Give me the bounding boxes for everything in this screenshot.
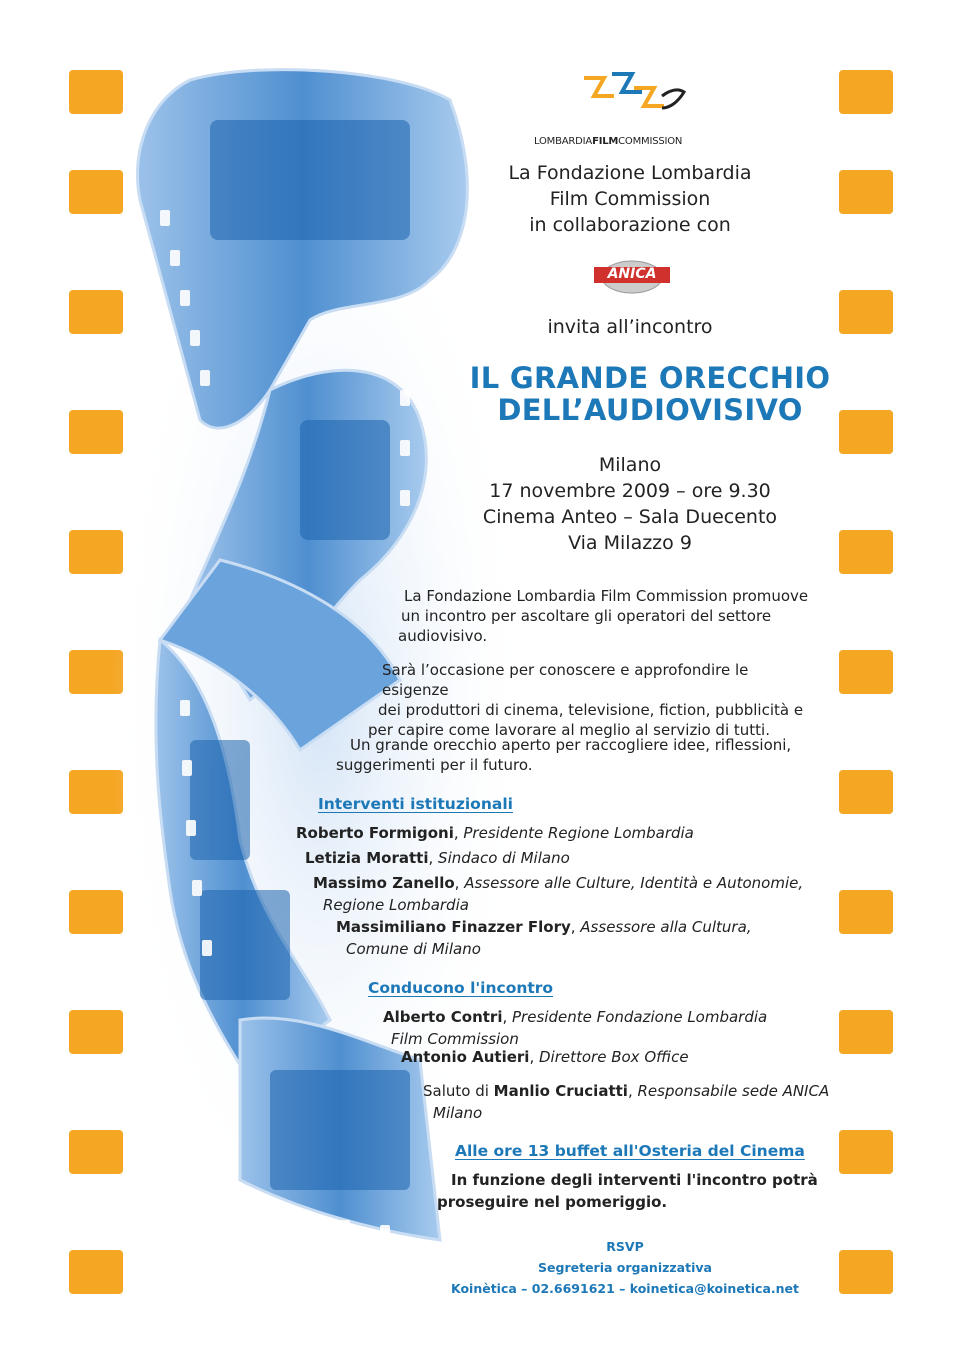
title-line-1: IL GRANDE ORECCHIO <box>469 361 831 395</box>
speaker-role: Presidente Fondazione Lombardia <box>512 1008 768 1026</box>
paragraph-2 <box>368 660 818 740</box>
paragraph-1 <box>398 586 818 646</box>
sprocket-hole <box>839 1250 893 1294</box>
speaker-entry: Antonio Autieri, Direttore Box Office <box>401 1048 689 1066</box>
paragraph-line: un incontro per ascoltare gli operatori del settore <box>401 607 772 625</box>
speaker-name: Massimo Zanello <box>313 874 455 892</box>
intro-line-3: in collaborazione con <box>529 214 731 236</box>
speaker-role: Direttore Box Office <box>538 1048 689 1066</box>
speaker-entry: Roberto Formigoni, Presidente Regione Lombardia <box>296 824 694 842</box>
event-datetime: 17 novembre 2009 – ore 9.30 <box>489 480 771 502</box>
speaker-entry: Alberto Contri, Presidente Fondazione Lombardia Film Commission <box>383 1008 768 1048</box>
speaker-name: Alberto Contri <box>383 1008 503 1026</box>
buffet-note <box>437 1169 818 1213</box>
anica-logo <box>592 255 672 295</box>
paragraph-line: per capire come lavorare al meglio al servizio di tutti. <box>368 721 770 739</box>
sprocket-hole <box>839 290 893 334</box>
paragraph-line: dei produttori di cinema, televisione, fiction, pubblicità e <box>378 701 804 719</box>
main-title <box>400 362 900 426</box>
rsvp-contact: Koinètica – 02.6691621 – koinetica@koinetica.net <box>450 1281 800 1296</box>
lfc-logo-icon <box>574 68 694 120</box>
speaker-role-cont: Film Commission <box>391 1030 519 1048</box>
speaker-role-cont: Milano <box>433 1104 483 1122</box>
sprocket-hole <box>839 1130 893 1174</box>
rsvp-org: Segreteria organizzativa <box>538 1260 712 1275</box>
sprocket-hole <box>839 1010 893 1054</box>
speaker-name: Antonio Autieri <box>401 1048 530 1066</box>
speaker-name: Massimiliano Finazzer Flory <box>336 918 571 936</box>
anica-logo-text: ANICA <box>607 266 657 282</box>
paragraph-line: La Fondazione Lombardia Film Commission promuove <box>404 587 809 605</box>
speaker-name: Manlio Cruciatti <box>493 1082 628 1100</box>
lfc-text-suffix: COMMISSION <box>618 136 683 147</box>
speaker-name: Letizia Moratti <box>305 849 429 867</box>
sprocket-hole <box>839 770 893 814</box>
intro-block <box>480 160 780 238</box>
saluto-entry: Saluto di Manlio Cruciatti, Responsabile sede ANICA Milano <box>423 1082 830 1122</box>
title-line-2: DELL’AUDIOVISIVO <box>497 393 803 427</box>
speaker-name: Roberto Formigoni <box>296 824 454 842</box>
speaker-role: Presidente Regione Lombardia <box>463 824 694 842</box>
paragraph-line: audiovisivo. <box>398 627 488 645</box>
sprocket-hole <box>839 530 893 574</box>
buffet-line-1: In funzione degli interventi l'incontro potrà <box>451 1171 818 1189</box>
intro-line-1: La Fondazione Lombardia <box>508 162 752 184</box>
paragraph-line: Sarà l’occasione per conoscere e approfondire le esigenze <box>382 661 749 699</box>
speaker-role: Sindaco di Milano <box>438 849 570 867</box>
speaker-role: Assessore alla Cultura, <box>580 918 752 936</box>
buffet-heading: Alle ore 13 buffet all'Osteria del Cinema <box>455 1142 805 1160</box>
buffet-line-2: proseguire nel pomeriggio. <box>437 1193 668 1211</box>
lfc-text-prefix: LOMBARDIA <box>534 136 593 147</box>
sprocket-hole <box>839 650 893 694</box>
invite-text: invita all’incontro <box>547 316 713 338</box>
speaker-role: Responsabile sede ANICA <box>637 1082 830 1100</box>
event-address: Via Milazzo 9 <box>568 532 692 554</box>
speaker-entry: Massimo Zanello, Assessore alle Culture, Identità e Autonomie, Regione Lombardia <box>313 874 804 914</box>
speaker-role-cont: Comune di Milano <box>346 940 481 958</box>
paragraph-line: suggerimenti per il futuro. <box>336 756 533 774</box>
speaker-entry: Letizia Moratti, Sindaco di Milano <box>305 849 570 867</box>
sprocket-hole <box>839 170 893 214</box>
paragraph-line: Un grande orecchio aperto per raccogliere idee, riflessioni, <box>350 736 792 754</box>
speaker-role: Assessore alle Culture, Identità e Autonomie, <box>464 874 804 892</box>
sprocket-hole <box>839 70 893 114</box>
event-city: Milano <box>598 454 662 476</box>
speaker-role-cont: Regione Lombardia <box>323 896 469 914</box>
paragraph-3 <box>336 735 796 775</box>
saluto-prefix: Saluto di <box>423 1082 494 1100</box>
interventi-heading: Interventi istituzionali <box>318 795 513 813</box>
lfc-text-bold: FILM <box>592 136 619 147</box>
rsvp-title: RSVP <box>606 1239 644 1254</box>
rsvp-block <box>420 1236 830 1299</box>
event-venue: Cinema Anteo – Sala Duecento <box>482 506 778 528</box>
speaker-entry: Massimiliano Finazzer Flory, Assessore alla Cultura, Comune di Milano <box>336 918 752 958</box>
lfc-logo-text <box>534 136 724 147</box>
invite-line <box>480 314 780 340</box>
event-info <box>460 452 800 556</box>
intro-line-2: Film Commission <box>549 188 711 210</box>
conducono-heading: Conducono l'incontro <box>368 979 554 997</box>
lombardia-film-commission-logo <box>534 68 724 153</box>
sprocket-hole <box>839 890 893 934</box>
